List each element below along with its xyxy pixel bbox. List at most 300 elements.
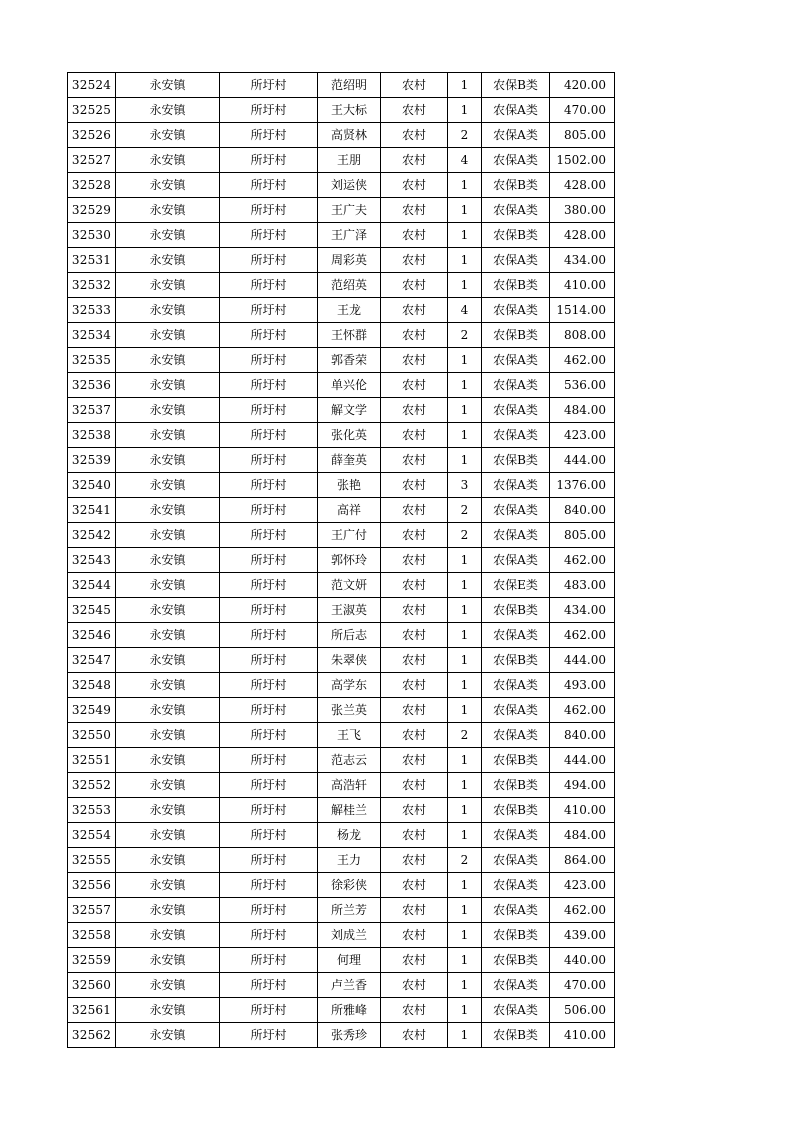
- amount-cell: 484.00: [550, 398, 615, 423]
- member-count-cell: 4: [448, 148, 482, 173]
- household-type-cell: 农村: [381, 898, 448, 923]
- insurance-category-cell: 农保B类: [482, 948, 550, 973]
- village-cell: 所圩村: [220, 723, 318, 748]
- name-cell: 所雅峰: [318, 998, 381, 1023]
- name-cell: 高学东: [318, 673, 381, 698]
- member-count-cell: 1: [448, 98, 482, 123]
- town-cell: 永安镇: [116, 198, 220, 223]
- town-cell: 永安镇: [116, 173, 220, 198]
- household-type-cell: 农村: [381, 998, 448, 1023]
- member-count-cell: 1: [448, 73, 482, 98]
- name-cell: 王龙: [318, 298, 381, 323]
- name-cell: 何理: [318, 948, 381, 973]
- village-cell: 所圩村: [220, 498, 318, 523]
- household-type-cell: 农村: [381, 148, 448, 173]
- member-count-cell: 1: [448, 398, 482, 423]
- town-cell: 永安镇: [116, 398, 220, 423]
- table-row: [68, 798, 615, 823]
- member-count-cell: 2: [448, 498, 482, 523]
- household-type-cell: 农村: [381, 273, 448, 298]
- name-cell: 王怀群: [318, 323, 381, 348]
- insurance-category-cell: 农保A类: [482, 98, 550, 123]
- amount-cell: 444.00: [550, 748, 615, 773]
- member-count-cell: 1: [448, 273, 482, 298]
- table-row: [68, 423, 615, 448]
- name-cell: 王朋: [318, 148, 381, 173]
- town-cell: 永安镇: [116, 473, 220, 498]
- insurance-category-cell: 农保A类: [482, 523, 550, 548]
- household-type-cell: 农村: [381, 523, 448, 548]
- town-cell: 永安镇: [116, 673, 220, 698]
- member-count-cell: 1: [448, 648, 482, 673]
- household-type-cell: 农村: [381, 173, 448, 198]
- village-cell: 所圩村: [220, 548, 318, 573]
- town-cell: 永安镇: [116, 273, 220, 298]
- town-cell: 永安镇: [116, 623, 220, 648]
- village-cell: 所圩村: [220, 573, 318, 598]
- town-cell: 永安镇: [116, 748, 220, 773]
- table-row: [68, 498, 615, 523]
- household-type-cell: 农村: [381, 448, 448, 473]
- amount-cell: 462.00: [550, 623, 615, 648]
- amount-cell: 428.00: [550, 223, 615, 248]
- name-cell: 杨龙: [318, 823, 381, 848]
- name-cell: 所兰芳: [318, 898, 381, 923]
- insurance-category-cell: 农保A类: [482, 548, 550, 573]
- town-cell: 永安镇: [116, 523, 220, 548]
- amount-cell: 1514.00: [550, 298, 615, 323]
- amount-cell: 462.00: [550, 698, 615, 723]
- village-cell: 所圩村: [220, 998, 318, 1023]
- table-row: [68, 648, 615, 673]
- amount-cell: 470.00: [550, 973, 615, 998]
- table-row: [68, 598, 615, 623]
- insurance-category-cell: 农保A类: [482, 848, 550, 873]
- household-type-cell: 农村: [381, 473, 448, 498]
- insurance-category-cell: 农保B类: [482, 598, 550, 623]
- record-id-cell: 32524: [68, 73, 116, 98]
- name-cell: 解桂兰: [318, 798, 381, 823]
- name-cell: 朱翠侠: [318, 648, 381, 673]
- town-cell: 永安镇: [116, 848, 220, 873]
- amount-cell: 483.00: [550, 573, 615, 598]
- insurance-category-cell: 农保A类: [482, 473, 550, 498]
- table-row: [68, 673, 615, 698]
- record-id-cell: 32550: [68, 723, 116, 748]
- amount-cell: 462.00: [550, 348, 615, 373]
- record-id-cell: 32556: [68, 873, 116, 898]
- household-type-cell: 农村: [381, 423, 448, 448]
- member-count-cell: 1: [448, 573, 482, 598]
- village-cell: 所圩村: [220, 348, 318, 373]
- town-cell: 永安镇: [116, 698, 220, 723]
- table-row: [68, 623, 615, 648]
- record-id-cell: 32553: [68, 798, 116, 823]
- household-type-cell: 农村: [381, 123, 448, 148]
- village-cell: 所圩村: [220, 98, 318, 123]
- amount-cell: 1376.00: [550, 473, 615, 498]
- amount-cell: 423.00: [550, 873, 615, 898]
- insurance-category-cell: 农保A类: [482, 348, 550, 373]
- member-count-cell: 1: [448, 348, 482, 373]
- records-table: [67, 72, 615, 1048]
- amount-cell: 434.00: [550, 248, 615, 273]
- town-cell: 永安镇: [116, 373, 220, 398]
- member-count-cell: 1: [448, 448, 482, 473]
- member-count-cell: 1: [448, 598, 482, 623]
- household-type-cell: 农村: [381, 348, 448, 373]
- name-cell: 刘成兰: [318, 923, 381, 948]
- member-count-cell: 2: [448, 723, 482, 748]
- village-cell: 所圩村: [220, 273, 318, 298]
- name-cell: 王飞: [318, 723, 381, 748]
- record-id-cell: 32525: [68, 98, 116, 123]
- village-cell: 所圩村: [220, 823, 318, 848]
- record-id-cell: 32531: [68, 248, 116, 273]
- member-count-cell: 1: [448, 798, 482, 823]
- member-count-cell: 1: [448, 248, 482, 273]
- record-id-cell: 32530: [68, 223, 116, 248]
- village-cell: 所圩村: [220, 598, 318, 623]
- amount-cell: 410.00: [550, 273, 615, 298]
- insurance-category-cell: 农保B类: [482, 273, 550, 298]
- record-id-cell: 32528: [68, 173, 116, 198]
- town-cell: 永安镇: [116, 98, 220, 123]
- record-id-cell: 32527: [68, 148, 116, 173]
- name-cell: 徐彩侠: [318, 873, 381, 898]
- name-cell: 高贤林: [318, 123, 381, 148]
- household-type-cell: 农村: [381, 98, 448, 123]
- insurance-category-cell: 农保A类: [482, 123, 550, 148]
- town-cell: 永安镇: [116, 648, 220, 673]
- amount-cell: 423.00: [550, 423, 615, 448]
- amount-cell: 428.00: [550, 173, 615, 198]
- amount-cell: 536.00: [550, 373, 615, 398]
- village-cell: 所圩村: [220, 73, 318, 98]
- village-cell: 所圩村: [220, 373, 318, 398]
- village-cell: 所圩村: [220, 323, 318, 348]
- household-type-cell: 农村: [381, 698, 448, 723]
- village-cell: 所圩村: [220, 223, 318, 248]
- village-cell: 所圩村: [220, 673, 318, 698]
- insurance-category-cell: 农保B类: [482, 773, 550, 798]
- household-type-cell: 农村: [381, 298, 448, 323]
- amount-cell: 805.00: [550, 123, 615, 148]
- amount-cell: 434.00: [550, 598, 615, 623]
- town-cell: 永安镇: [116, 548, 220, 573]
- name-cell: 王广泽: [318, 223, 381, 248]
- table-row: [68, 373, 615, 398]
- record-id-cell: 32534: [68, 323, 116, 348]
- table-row: [68, 773, 615, 798]
- name-cell: 高祥: [318, 498, 381, 523]
- table-row: [68, 973, 615, 998]
- record-id-cell: 32544: [68, 573, 116, 598]
- village-cell: 所圩村: [220, 198, 318, 223]
- record-id-cell: 32526: [68, 123, 116, 148]
- village-cell: 所圩村: [220, 973, 318, 998]
- table-row: [68, 548, 615, 573]
- record-id-cell: 32539: [68, 448, 116, 473]
- insurance-category-cell: 农保B类: [482, 73, 550, 98]
- amount-cell: 444.00: [550, 448, 615, 473]
- village-cell: 所圩村: [220, 923, 318, 948]
- member-count-cell: 2: [448, 523, 482, 548]
- table-row: [68, 223, 615, 248]
- insurance-category-cell: 农保B类: [482, 1023, 550, 1048]
- household-type-cell: 农村: [381, 873, 448, 898]
- village-cell: 所圩村: [220, 173, 318, 198]
- insurance-category-cell: 农保B类: [482, 323, 550, 348]
- insurance-category-cell: 农保A类: [482, 423, 550, 448]
- insurance-category-cell: 农保A类: [482, 723, 550, 748]
- table-row: [68, 298, 615, 323]
- record-id-cell: 32541: [68, 498, 116, 523]
- record-id-cell: 32540: [68, 473, 116, 498]
- household-type-cell: 农村: [381, 573, 448, 598]
- town-cell: 永安镇: [116, 973, 220, 998]
- name-cell: 解文学: [318, 398, 381, 423]
- village-cell: 所圩村: [220, 898, 318, 923]
- village-cell: 所圩村: [220, 873, 318, 898]
- amount-cell: 1502.00: [550, 148, 615, 173]
- amount-cell: 494.00: [550, 773, 615, 798]
- member-count-cell: 1: [448, 1023, 482, 1048]
- insurance-category-cell: 农保B类: [482, 923, 550, 948]
- town-cell: 永安镇: [116, 573, 220, 598]
- table-row: [68, 723, 615, 748]
- name-cell: 张秀珍: [318, 1023, 381, 1048]
- town-cell: 永安镇: [116, 1023, 220, 1048]
- town-cell: 永安镇: [116, 223, 220, 248]
- table-row: [68, 323, 615, 348]
- member-count-cell: 4: [448, 298, 482, 323]
- household-type-cell: 农村: [381, 848, 448, 873]
- town-cell: 永安镇: [116, 773, 220, 798]
- insurance-category-cell: 农保A类: [482, 298, 550, 323]
- name-cell: 卢兰香: [318, 973, 381, 998]
- member-count-cell: 1: [448, 623, 482, 648]
- amount-cell: 493.00: [550, 673, 615, 698]
- town-cell: 永安镇: [116, 348, 220, 373]
- name-cell: 范志云: [318, 748, 381, 773]
- amount-cell: 462.00: [550, 548, 615, 573]
- table-body: [68, 73, 615, 1048]
- village-cell: 所圩村: [220, 773, 318, 798]
- insurance-category-cell: 农保A类: [482, 148, 550, 173]
- insurance-category-cell: 农保A类: [482, 673, 550, 698]
- town-cell: 永安镇: [116, 723, 220, 748]
- name-cell: 刘运侠: [318, 173, 381, 198]
- table-row: [68, 873, 615, 898]
- record-id-cell: 32535: [68, 348, 116, 373]
- town-cell: 永安镇: [116, 798, 220, 823]
- record-id-cell: 32551: [68, 748, 116, 773]
- household-type-cell: 农村: [381, 673, 448, 698]
- record-id-cell: 32545: [68, 598, 116, 623]
- village-cell: 所圩村: [220, 848, 318, 873]
- record-id-cell: 32559: [68, 948, 116, 973]
- table-row: [68, 73, 615, 98]
- insurance-category-cell: 农保A类: [482, 398, 550, 423]
- household-type-cell: 农村: [381, 548, 448, 573]
- household-type-cell: 农村: [381, 398, 448, 423]
- town-cell: 永安镇: [116, 148, 220, 173]
- town-cell: 永安镇: [116, 448, 220, 473]
- record-id-cell: 32532: [68, 273, 116, 298]
- household-type-cell: 农村: [381, 1023, 448, 1048]
- table-row: [68, 698, 615, 723]
- insurance-category-cell: 农保B类: [482, 448, 550, 473]
- village-cell: 所圩村: [220, 248, 318, 273]
- town-cell: 永安镇: [116, 123, 220, 148]
- name-cell: 单兴伦: [318, 373, 381, 398]
- table-row: [68, 848, 615, 873]
- name-cell: 王淑英: [318, 598, 381, 623]
- record-id-cell: 32555: [68, 848, 116, 873]
- name-cell: 薛奎英: [318, 448, 381, 473]
- household-type-cell: 农村: [381, 923, 448, 948]
- town-cell: 永安镇: [116, 898, 220, 923]
- record-id-cell: 32542: [68, 523, 116, 548]
- town-cell: 永安镇: [116, 948, 220, 973]
- record-id-cell: 32529: [68, 198, 116, 223]
- table-row: [68, 748, 615, 773]
- amount-cell: 506.00: [550, 998, 615, 1023]
- town-cell: 永安镇: [116, 423, 220, 448]
- insurance-category-cell: 农保B类: [482, 223, 550, 248]
- record-id-cell: 32558: [68, 923, 116, 948]
- table-row: [68, 198, 615, 223]
- name-cell: 张兰英: [318, 698, 381, 723]
- table-row: [68, 473, 615, 498]
- town-cell: 永安镇: [116, 873, 220, 898]
- member-count-cell: 3: [448, 473, 482, 498]
- household-type-cell: 农村: [381, 773, 448, 798]
- town-cell: 永安镇: [116, 998, 220, 1023]
- household-type-cell: 农村: [381, 73, 448, 98]
- record-id-cell: 32552: [68, 773, 116, 798]
- household-type-cell: 农村: [381, 723, 448, 748]
- insurance-category-cell: 农保A类: [482, 973, 550, 998]
- insurance-category-cell: 农保A类: [482, 198, 550, 223]
- amount-cell: 470.00: [550, 98, 615, 123]
- name-cell: 所后志: [318, 623, 381, 648]
- member-count-cell: 1: [448, 898, 482, 923]
- member-count-cell: 1: [448, 173, 482, 198]
- household-type-cell: 农村: [381, 598, 448, 623]
- table-row: [68, 273, 615, 298]
- household-type-cell: 农村: [381, 748, 448, 773]
- record-id-cell: 32537: [68, 398, 116, 423]
- record-id-cell: 32561: [68, 998, 116, 1023]
- member-count-cell: 1: [448, 873, 482, 898]
- name-cell: 范绍明: [318, 73, 381, 98]
- record-id-cell: 32533: [68, 298, 116, 323]
- record-id-cell: 32547: [68, 648, 116, 673]
- village-cell: 所圩村: [220, 448, 318, 473]
- member-count-cell: 1: [448, 698, 482, 723]
- village-cell: 所圩村: [220, 748, 318, 773]
- village-cell: 所圩村: [220, 648, 318, 673]
- record-id-cell: 32549: [68, 698, 116, 723]
- table-row: [68, 573, 615, 598]
- town-cell: 永安镇: [116, 498, 220, 523]
- household-type-cell: 农村: [381, 198, 448, 223]
- amount-cell: 410.00: [550, 798, 615, 823]
- insurance-category-cell: 农保E类: [482, 573, 550, 598]
- village-cell: 所圩村: [220, 298, 318, 323]
- amount-cell: 444.00: [550, 648, 615, 673]
- insurance-category-cell: 农保B类: [482, 748, 550, 773]
- table-row: [68, 898, 615, 923]
- town-cell: 永安镇: [116, 598, 220, 623]
- member-count-cell: 1: [448, 548, 482, 573]
- table-row: [68, 923, 615, 948]
- member-count-cell: 1: [448, 773, 482, 798]
- table-row: [68, 98, 615, 123]
- member-count-cell: 1: [448, 423, 482, 448]
- household-type-cell: 农村: [381, 948, 448, 973]
- town-cell: 永安镇: [116, 73, 220, 98]
- name-cell: 高浩轩: [318, 773, 381, 798]
- record-id-cell: 32560: [68, 973, 116, 998]
- member-count-cell: 1: [448, 998, 482, 1023]
- name-cell: 王大标: [318, 98, 381, 123]
- amount-cell: 420.00: [550, 73, 615, 98]
- name-cell: 王力: [318, 848, 381, 873]
- record-id-cell: 32536: [68, 373, 116, 398]
- household-type-cell: 农村: [381, 248, 448, 273]
- insurance-category-cell: 农保A类: [482, 623, 550, 648]
- amount-cell: 410.00: [550, 1023, 615, 1048]
- village-cell: 所圩村: [220, 523, 318, 548]
- insurance-category-cell: 农保A类: [482, 248, 550, 273]
- name-cell: 范文妍: [318, 573, 381, 598]
- name-cell: 周彩英: [318, 248, 381, 273]
- record-id-cell: 32557: [68, 898, 116, 923]
- table-row: [68, 173, 615, 198]
- amount-cell: 462.00: [550, 898, 615, 923]
- village-cell: 所圩村: [220, 473, 318, 498]
- member-count-cell: 1: [448, 748, 482, 773]
- record-id-cell: 32543: [68, 548, 116, 573]
- record-id-cell: 32554: [68, 823, 116, 848]
- amount-cell: 439.00: [550, 923, 615, 948]
- household-type-cell: 农村: [381, 823, 448, 848]
- table-row: [68, 248, 615, 273]
- household-type-cell: 农村: [381, 323, 448, 348]
- village-cell: 所圩村: [220, 698, 318, 723]
- amount-cell: 805.00: [550, 523, 615, 548]
- member-count-cell: 2: [448, 123, 482, 148]
- member-count-cell: 1: [448, 198, 482, 223]
- amount-cell: 864.00: [550, 848, 615, 873]
- table-row: [68, 148, 615, 173]
- table-row: [68, 998, 615, 1023]
- table-row: [68, 523, 615, 548]
- town-cell: 永安镇: [116, 823, 220, 848]
- name-cell: 郭怀玲: [318, 548, 381, 573]
- village-cell: 所圩村: [220, 423, 318, 448]
- insurance-category-cell: 农保A类: [482, 823, 550, 848]
- town-cell: 永安镇: [116, 248, 220, 273]
- name-cell: 王广付: [318, 523, 381, 548]
- record-id-cell: 32562: [68, 1023, 116, 1048]
- amount-cell: 484.00: [550, 823, 615, 848]
- record-id-cell: 32538: [68, 423, 116, 448]
- household-type-cell: 农村: [381, 798, 448, 823]
